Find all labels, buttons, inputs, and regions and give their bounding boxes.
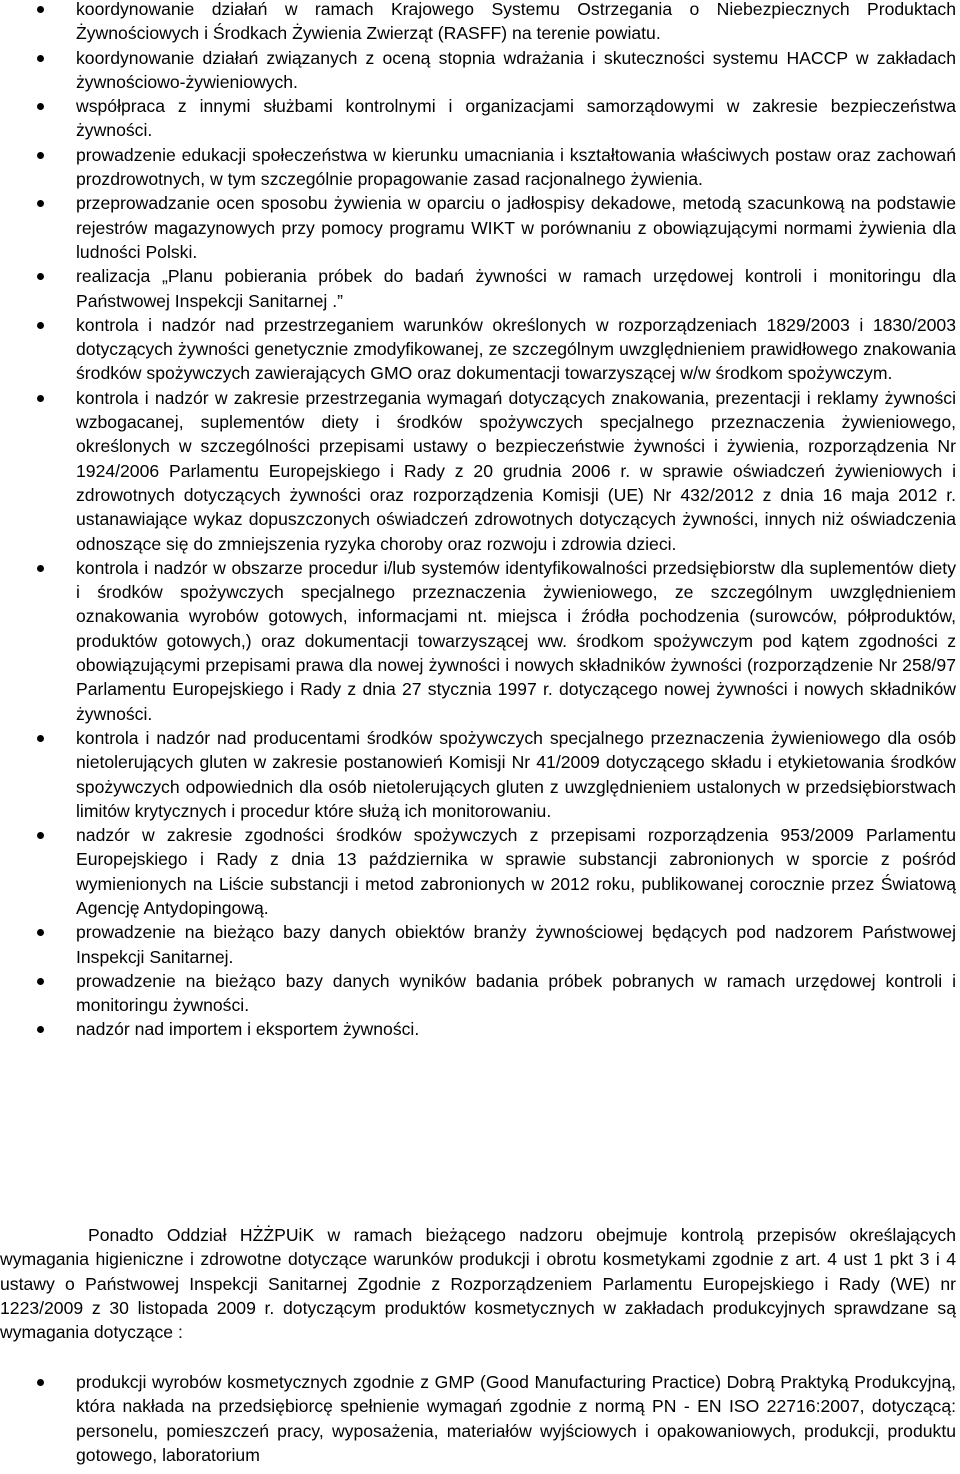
bullet-icon [37,978,44,985]
bullet-icon [37,55,44,62]
list-item-text: kontrola i nadzór w obszarze procedur i/lub systemów identyfikowalności przedsiębiorstw dla suplementów diety i środków spożywczych specjalnego przeznaczenia żywieniowego, ze szczególnym uwzględnieniem oznakowania wyrobów gotowych, informacjami nt. miejsca i źródła pochodzenia (surowców, półproduktów, produktów gotowych,) oraz dokumentacji towarzyszącej ww. środkom spożywczym pod kątem zgodności z obowiązującymi przepisami prawa dla nowej żywności i nowych składników żywności (rozporządzenie Nr 258/97 Parlamentu Europejskiego i Rady z dnia 27 stycznia 1997 r. dotyczącego nowej żywności i nowych składników żywności. [76,557,956,724]
bullet-icon [37,322,44,329]
bullet-icon [37,929,44,936]
list-item [0,920,956,969]
list-item-text: koordynowanie działań w ramach Krajowego Systemu Ostrzegania o Niebezpiecznych Produktach Żywnościowych i Środkach Żywienia Zwierząt (RASFF) na terenie powiatu. [76,0,956,44]
list-item-text: prowadzenie na bieżąco bazy danych obiektów branży żywnościowej będących pod nadzorem Państwowej Inspekcji Sanitarnej. [76,922,956,967]
list-item-text: koordynowanie działań związanych z oceną stopnia wdrażania i skuteczności systemu HACCP w zakładach żywnościowo-żywieniowych. [76,47,956,92]
list-item [0,823,956,920]
paragraph-text: Ponadto Oddział HŻŻPUiK w ramach bieżącego nadzoru obejmuje kontrolą przepisów określających wymagania higieniczne i zdrowotne dotyczące warunków produkcji i obrotu kosmetykami zgodnie z art. 4 ust 1 pkt 3 i 4 ustawy o Państwowej Inspekcji Sanitarnej Zgodnie z Rozporządzeniem Parlamentu Europejskiego i Rady (WE) nr 1223/2009 z 30 listopada 2009 r. dotyczącym produktów kosmetycznych w zakładach produkcyjnych sprawdzane są wymagania dotyczące : [0,1225,956,1343]
list-item [0,0,956,46]
bullet-icon [37,103,44,110]
bullet-icon [37,395,44,402]
bullet-icon [37,1026,44,1033]
list-item [0,969,956,1018]
list-item-text: przeprowadzanie ocen sposobu żywienia w oparciu o jadłospisy dekadowe, metodą szacunkową na podstawie rejestrów magazynowych przy pomocy programu WIKT w porównaniu z obowiązującymi normami żywienia dla ludności Polski. [76,193,956,262]
bullet-icon [37,200,44,207]
list-item-text: kontrola i nadzór w zakresie przestrzegania wymagań dotyczących znakowania, prezentacji i reklamy żywności wzbogacanej, suplementów diety i środków spożywczych specjalnego przeznaczenia żywieniowego, określonych w szczególności przepisami ustawy o bezpieczeństwie żywności i żywienia, rozporządzenia Nr 1924/2006 Parlamentu Europejskiego i Rady z 20 grudnia 2006 r. w sprawie oświadczeń żywieniowych i zdrowotnych dotyczących żywności oraz rozporządzenia Komisji (UE) Nr 432/2012 z dnia 16 maja 2012 r. ustanawiające wykaz dopuszczonych oświadczeń zdrowotnych dotyczących żywności, innych niż oświadczenia odnoszące się do zmniejszenia ryzyka choroby oraz rozwoju i zdrowia dzieci. [76,387,956,554]
bullet-icon [37,565,44,572]
list-item-text: współpraca z innymi służbami kontrolnymi i organizacjami samorządowymi w zakresie bezpieczeństwa żywności. [76,96,956,141]
list-item [0,556,956,726]
bullet-icon [37,6,44,13]
list-item [0,386,956,556]
bullet-icon [37,273,44,280]
list-item-text: nadzór nad importem i eksportem żywności. [76,1019,420,1040]
list-item [0,46,956,95]
bullet-icon [37,152,44,159]
list-item-text: nadzór w zakresie zgodności środków spożywczych z przepisami rozporządzenia 953/2009 Parlamentu Europejskiego i Rady z dnia 13 października w sprawie substancji zabronionych w sporcie z pośród wymienionych na Liście substancji i metod zabronionych w 2012 roku, publikowanej corocznie przez Światową Agencję Antydopingową. [76,825,956,918]
list-item [0,94,956,143]
bullet-icon [37,1379,44,1386]
list-item-text: kontrola i nadzór nad przestrzeganiem warunków określonych w rozporządzeniach 1829/2003 i 1830/2003 dotyczących żywności genetycznie zmodyfikowanej, ze szczególnym uwzględnieniem prawidłowego znakowania środków spożywczych zawierających GMO oraz dokumentacji towarzyszącej w/w środkom spożywczym. [76,314,956,384]
list-item [0,191,956,264]
list-item-text: prowadzenie edukacji społeczeństwa w kierunku umacniania i kształtowania właściwych postaw oraz zachowań prozdrowotnych, w tym szczególnie propagowanie zasad racjonalnego żywienia. [76,144,956,190]
list-item [0,264,956,313]
bullet-icon [37,735,44,742]
list-item-text: kontrola i nadzór nad producentami środków spożywczych specjalnego przeznaczenia żywieniowego dla osób nietolerujących gluten w zakresie postanowień Komisji Nr 41/2009 dotyczącego składu i etykietowania środków spożywczych odpowiednich dla osób nietolerujących gluten z uwzględnieniem ustalonych w przedsiębiorstwach limitów krytycznych i procedur które służą ich monitorowaniu. [76,727,956,821]
list-item [0,1017,956,1041]
list-item [0,1370,956,1467]
list-item [0,726,956,823]
requirements-list [0,1370,956,1467]
list-item-text: produkcji wyrobów kosmetycznych zgodnie z GMP (Good Manufacturing Practice) Dobrą Praktyką Produkcyjną, która nakłada na przedsiębiorcę spełnienie wymagań zgodnie z normą PN - EN ISO 22716:2007, dotyczącą: personelu, pomieszczeń pracy, wyposażenia, materiałów wyjściowych i opakowaniowych, produkcji, produktu gotowego, laboratorium [76,1372,956,1465]
list-item-text: prowadzenie na bieżąco bazy danych wyników badania próbek pobranych w ramach urzędowej kontroli i monitoringu żywności. [76,970,956,1016]
list-item-text: realizacja „Planu pobierania próbek do badań żywności w ramach urzędowej kontroli i monitoringu dla Państwowej Inspekcji Sanitarnej .” [76,266,956,311]
list-item [0,143,956,192]
bullet-icon [37,832,44,839]
body-paragraph [0,1223,956,1344]
list-item [0,313,956,386]
